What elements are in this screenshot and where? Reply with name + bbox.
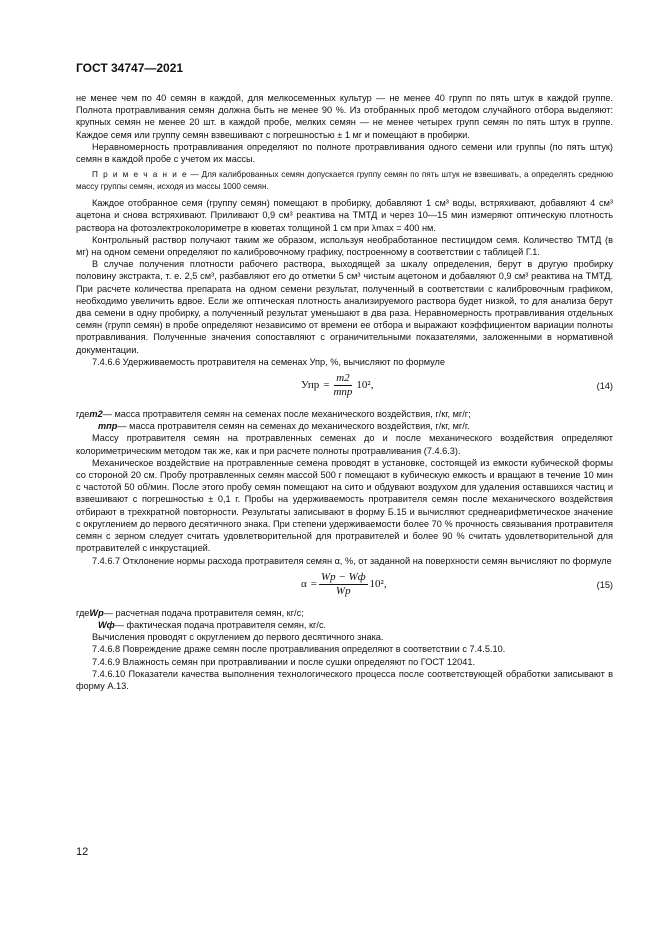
paragraph: 7.4.6.7 Отклонение нормы расхода протравителя семян α, %, от заданной на поверхности семян вычисляют по формуле <box>92 555 612 566</box>
formula-lhs: Упр <box>301 379 320 392</box>
formula-number: (14) <box>596 381 613 392</box>
definition-row: где Wр — расчетная подача протравителя семян, кг/с; <box>76 607 613 619</box>
formula-14: Упр = $\frac{m2}{\text{mпр}}$ 10², (14) <box>301 372 613 399</box>
definition-symbol: Wр <box>89 607 104 618</box>
formula-number: (15) <box>596 579 613 590</box>
formula-15: α = $\frac{Wр - Wф}{Wр}$ 10², (15) <box>301 570 613 597</box>
note-text: — Для калиброванных семян допускается группу семян по пять штук не взвешивать, а определять среднюю массу группы семян, исходя из массы 1000 семян. <box>76 170 613 191</box>
note-label: П р и м е ч а н и е <box>92 170 188 180</box>
definition-text: — масса протравителя семян на семенах до механического воздействия, г/кг, мг/г. <box>117 421 470 432</box>
definition-text: — расчетная подача протравителя семян, кг/с; <box>103 607 304 618</box>
fraction <box>319 571 368 598</box>
definition-symbol: m2 <box>89 409 103 420</box>
paragraph: Контрольный раствор получают таким же образом, используя необработанное пестицидом семя. Количество ТМТД (в мг) на одном семени определяют по калибровочному графику, построенному в соответствии с таблицей Г.1. <box>76 234 613 258</box>
paragraph: 7.4.6.10 Показатели качества выполнения технологического процесса после соответствующей обработки записывают в форму А.13. <box>76 668 613 691</box>
standard-code: ГОСТ 34747—2021 <box>76 61 184 75</box>
paragraph: Каждое отобранное семя (группу семян) помещают в пробирку, добавляют 1 см³ воды, встряхивают, добавляют 4 см³ ацетона и снова встряхивают. Приливают 0,9 см³ реактива на ТМТД и через 10—15 мин измеряют оптическую плотность раствора на фотоэлектроколориметре в кюветах толщиной 1 см при λmax = 400 нм. <box>76 198 613 233</box>
formula-lhs: α <box>301 578 307 591</box>
paragraph: Вычисления проводят с округлением до первого десятичного знака. <box>92 632 384 643</box>
definition-text: — фактическая подача протравителя семян, кг/с. <box>114 619 327 630</box>
page-content <box>76 92 613 692</box>
paragraph: Неравномерность протравливания определяют по полноте протравливания одного семени или группы (по пять штук) семян в каждой пробе с учетом их массы. <box>76 141 613 165</box>
page-number: 12 <box>76 846 89 858</box>
definition-row: где m2 — масса протравителя семян на семенах после механического воздействия, г/кг, мг/г; <box>76 408 613 420</box>
paragraph: 7.4.6.8 Повреждение драже семян после протравливания определяют в соответствии с 7.4.5.10. <box>92 644 506 655</box>
paragraph: В случае получения плотности рабочего раствора, выходящей за шкалу определения, берут в другую пробирку половину экстракта, т. е. 2,5 см³, разбавляют его до отметки 5 см³ чистым ацетоном и добавляют 0,9 см³ реактива на ТМТД. При расчете количества препарата на одном семени результат, полученный в соответствии с калибровочным графиком, необходимо увеличить вдвое. Если же оптическая плотность анализируемого раствора будет низкой, то для анализа берут два семени в одну пробирку, а полученный результат уменьшают в два раза. Неравномерность протравливания отдельных семян (групп семян) в пробе определяют независимо от времени ее отбора и выражают коэффициентом вариации полноты протравливания. Полученные значения сопоставляют с ограничительными показателями, заложенными в нормативной документации. <box>76 259 613 355</box>
definition-symbol: mпр <box>98 421 118 432</box>
paragraph: Массу протравителя семян на протравленных семенах до и после механического воздействия определяют колориметрическим методом так же, как и при расчете полноты протравливания (7.4.6.3). <box>76 433 613 456</box>
definition-symbol: Wф <box>98 619 115 630</box>
fraction-denominator: Wр <box>335 584 351 597</box>
paragraph: не менее чем по 40 семян в каждой, для мелкосеменных культур — не менее 40 групп по пять штук в каждой группе. Полнота протравливания семян должна быть не менее 90 %. Из отобранных проб методом случайного отбора выделяют: крупных семян не менее 20 шт. в каждой пробе, мелких семян — не менее четырех групп семян по пять штук в группе. Каждое семя или группу семян взвешивают с погрешностью ± 1 мг и помещают в пробирки. <box>76 93 613 140</box>
note <box>76 169 613 192</box>
fraction-denominator: mпр <box>333 386 353 399</box>
definition-text: — масса протравителя семян на семенах после механического воздействия, г/кг, мг/г; <box>102 409 471 420</box>
fraction-numerator: Wр − Wф <box>320 570 366 583</box>
formula-multiplier: 10², <box>356 379 374 392</box>
paragraph: 7.4.6.6 Удерживаемость протравителя на семенах Упр, %, вычисляют по формуле <box>92 356 445 367</box>
fraction <box>331 372 354 399</box>
definition-row <box>76 420 613 432</box>
definition-row <box>76 619 613 631</box>
paragraph: 7.4.6.9 Влажность семян при протравливании и после сушки определяют по ГОСТ 12041. <box>92 656 476 667</box>
paragraph: Механическое воздействие на протравленные семена проводят в установке, состоящей из емкости кубической формы со стороной 20 см. Пробу протравленных семян массой 500 г помещают в кубическую емкость и вращают в течение 10 мин с частотой 50 об/мин. После этого пробу семян помещают на сито и обдувают воздухом для удаления оставшихся частиц и взвешивают с погрешностью ± 0,1 г. Пробы на удерживаемость протравителя семян после механического воздействия отбирают в трехкратной повторности. Результаты записывают в форму Б.15 и вычисляют среднеарифметическое значение с округлением до первого десятичного знака. При степени удерживаемости более 70 % прочность связывания протравителя семян с зерном следует считать удовлетворительной для протравителей и более 90 % считать удовлетворительной для протравителей с инкрустацией. <box>76 457 613 554</box>
formula-multiplier: 10², <box>369 578 387 591</box>
fraction-numerator: m2 <box>336 372 350 385</box>
